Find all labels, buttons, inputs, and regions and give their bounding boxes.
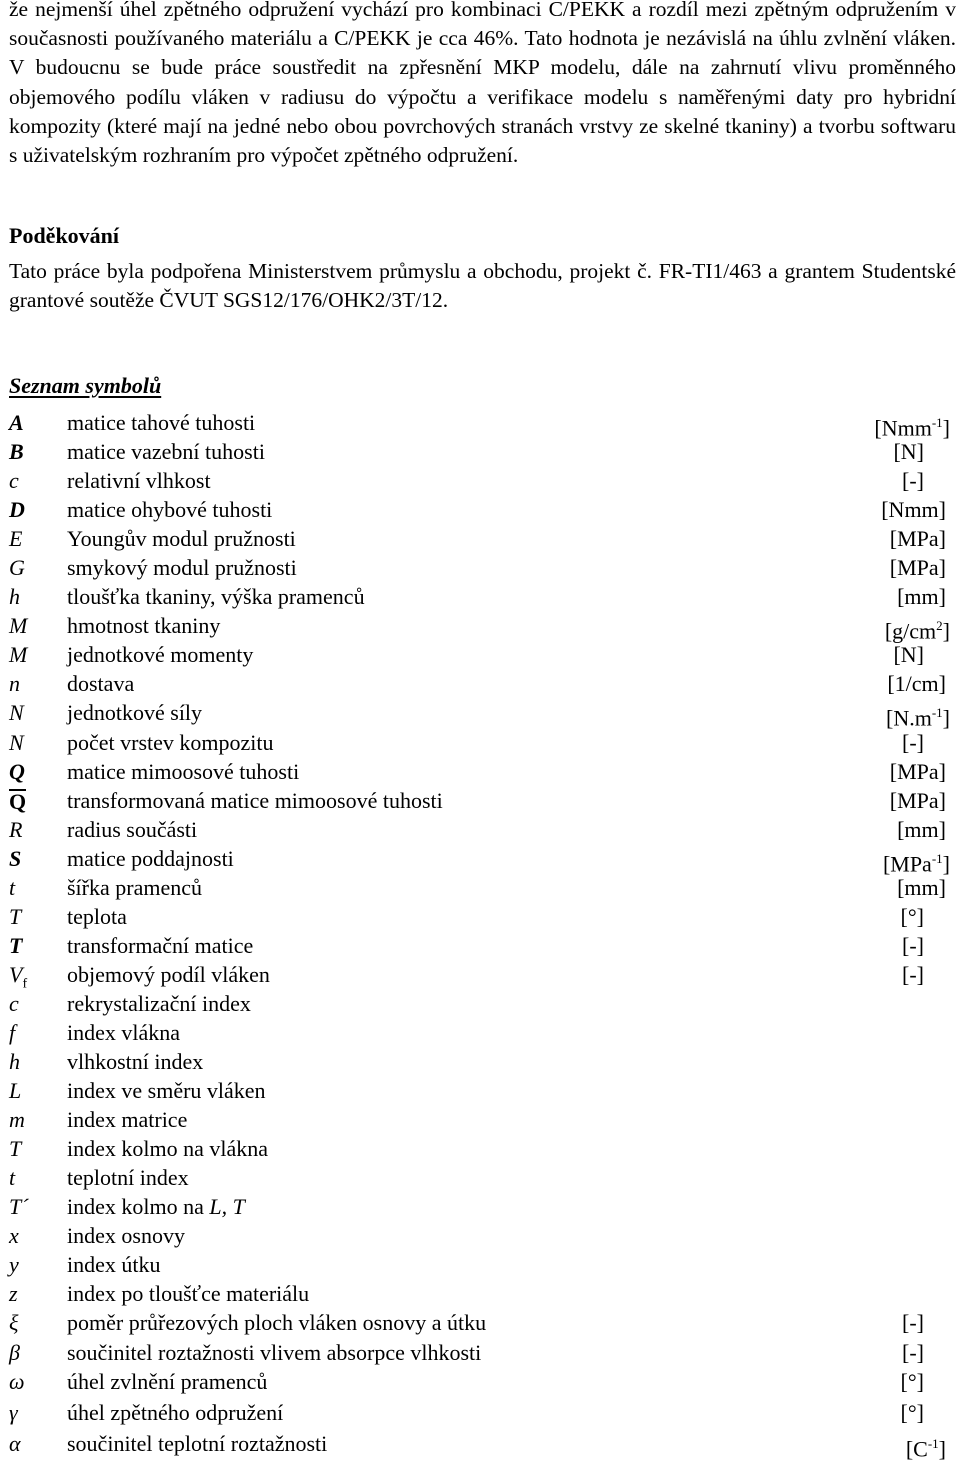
symbols-heading: Seznam symbolů [9,373,162,398]
q-bar-symbol: Q [9,788,27,814]
symbol: R [9,816,23,842]
symbol: n [9,671,20,697]
symbol-description: matice tahové tuhosti [67,410,256,435]
symbol: $V_f$ [9,961,28,992]
symbol: ω [9,1368,25,1394]
symbol-description: matice vazební tuhosti [67,439,265,465]
symbol: h [9,584,20,610]
symbol: γ [9,1399,18,1425]
symbol: D [9,497,25,523]
symbol-description: tloušťka tkaniny, výška pramenců [67,584,365,610]
symbol-description: transformovaná matice mimoosové tuhosti [67,787,443,813]
symbol: z [9,1281,18,1307]
symbol-row [9,1047,956,1076]
symbol: β [9,1339,20,1365]
symbol: t [9,874,16,900]
symbol-row [9,1018,956,1047]
symbol-description: matice ohybové tuhosti [67,497,273,523]
symbol-row [9,553,956,582]
symbol-unit: [-] [902,932,924,958]
symbol-unit: [mm] [897,874,946,900]
symbol-description: index ve směru vláken [67,1078,266,1104]
symbol-description: radius součásti [67,816,198,842]
symbol-row [9,844,956,877]
symbol-description: relativní vlhkost [67,468,211,494]
document-page [9,0,956,1461]
symbol: t [9,1165,16,1191]
symbol-row [9,728,956,757]
symbol-row [9,989,956,1018]
symbol-unit: [Nmm$^{-1}$] [874,415,950,441]
symbol: ξ [9,1310,19,1336]
symbol-description: teplotní index [67,1165,189,1191]
symbol-row [9,408,956,441]
symbol-unit: [°] [900,1399,924,1425]
symbol-row [9,698,956,731]
symbol-description: jednotkové momenty [67,642,254,668]
symbol [9,786,61,816]
conclusion-paragraph: že nejmenší úhel zpětného odpružení vychází pro kombinaci C/PEKK a rozdíl mezi zpětným odpružením v současnosti používaného materiálu a C/PEKK je cca 46%. Tato hodnota je nezávislá na úhlu zvlnění vláken. V budoucnu se bude práce soustředit na zpřesnění MKP modelu, dále na zahrnutí vlivu proměnného objemového podílu vláken v radiusu do výpočtu a verifikace modelu s naměřenými daty pro hybridní kompozity (které mají na jedné nebo obou povrchových stranách vrstvy ze skelné tkaniny) a tvorbu softwaru s uživatelským rozhraním pro výpočet zpětného odpružení. [9,0,956,168]
symbol-row [9,669,956,698]
symbol-description: hmotnost tkaniny [67,613,221,639]
symbol-unit: [N] [893,439,924,465]
symbol-row [9,786,956,815]
symbol-description: index útku [67,1252,161,1278]
symbol-row [9,1338,956,1367]
symbol-description: Youngův modul pružnosti [67,526,296,552]
symbol: c [9,468,19,494]
symbol-row [9,931,956,960]
symbol-unit: $[g/cm^2]$ [884,618,950,644]
symbol-description: smykový modul pružnosti [67,555,297,581]
symbol-description: index kolmo na L, T [67,1194,245,1220]
symbol-description: matice poddajnosti [67,845,234,871]
symbol-description: úhel zpětného odpružení [67,1399,284,1425]
symbol-row [9,495,956,524]
symbol-row [9,902,956,931]
symbol-row [9,1367,956,1398]
acknowledgement-heading: Poděkování [9,223,120,248]
symbol-description: index po tloušťce materiálu [67,1281,310,1307]
symbol-description: vlhkostní index [67,1049,204,1075]
symbol: M [9,613,28,639]
symbol: Q [9,758,25,784]
symbol: y [9,1252,19,1278]
symbol-unit: [°] [900,903,924,929]
symbol-description: matice mimoosové tuhosti [67,758,300,784]
symbol-unit: [-] [902,729,924,755]
symbol-row [9,757,956,786]
symbol-description: rekrystalizační index [67,990,251,1016]
symbol: α [9,1430,21,1456]
symbol: A [9,410,24,435]
symbol-description: index kolmo na vlákna [67,1136,269,1162]
symbol-unit: [Nmm] [881,497,946,523]
symbol-unit: [-] [902,1310,924,1336]
symbol-unit: [MPa] [889,758,946,784]
symbol: N [9,700,24,726]
symbol: T [9,932,23,958]
symbol-description: šířka pramenců [67,874,202,900]
symbol-row [9,1279,956,1308]
symbol: h [9,1049,20,1075]
symbol-description: index osnovy [67,1223,185,1249]
symbol-description: počet vrstev kompozitu [67,729,274,755]
symbol-row [9,524,956,553]
symbol: B [9,439,24,465]
symbol-unit: [-] [902,961,924,987]
symbol-row [9,611,956,644]
symbol-row [9,1134,956,1163]
symbol: T´ [9,1194,29,1220]
symbol: c [9,990,19,1016]
symbol-row [9,437,956,466]
symbol-row [9,1398,956,1429]
symbol-row [9,1221,956,1250]
symbol-row [9,1250,956,1279]
symbol-unit: [mm] [897,584,946,610]
symbol-row [9,1105,956,1134]
symbol: m [9,1107,25,1133]
acknowledgement-paragraph: Tato práce byla podpořena Ministerstvem průmyslu a obchodu, projekt č. FR-TI1/463 a grantem Studentské grantové soutěže ČVUT SGS12/176/OHK2/3T/12. [9,259,956,313]
symbol: x [9,1223,19,1249]
symbol-row [9,815,956,844]
symbol: T [9,1136,22,1162]
symbol: E [9,526,23,552]
symbol-unit: [MPa] [889,526,946,552]
symbol-description: objemový podíl vláken [67,961,270,987]
symbol-row [9,1429,956,1461]
symbol-description: index matrice [67,1107,188,1133]
symbol-list [9,408,956,1461]
symbol-description: součinitel roztažnosti vlivem absorpce vlhkosti [67,1339,482,1365]
symbol: M [9,642,28,668]
symbol-unit: $[N.m^{-1}]$ [886,705,950,731]
symbol-unit: [MPa$^{-1}$] [882,850,950,877]
symbol-row [9,1192,956,1221]
symbol-unit: [1/cm] [887,671,946,697]
symbol: f [9,1019,16,1045]
symbol-row [9,960,956,992]
symbol: T [9,903,22,929]
symbol: L [9,1078,22,1104]
symbol-row [9,582,956,611]
symbol-unit: [-] [902,468,924,494]
symbol-row [9,1163,956,1192]
symbol-description: teplota [67,903,127,929]
symbol-row [9,640,956,669]
symbol-description: poměr průřezových ploch vláken osnovy a útku [67,1310,487,1336]
symbol-description: transformační matice [67,932,254,958]
symbol-description: index vlákna [67,1019,181,1045]
symbol-unit: [MPa] [889,787,946,813]
symbol-row [9,466,956,495]
symbol: N [9,729,24,755]
symbol-unit: [N] [893,642,924,668]
symbol-description: jednotkové síly [67,700,203,726]
symbol-description: součinitel teplotní roztažnosti [67,1430,328,1456]
symbol-unit: [mm] [897,816,946,842]
symbol-row [9,1308,956,1337]
symbol-unit: [MPa] [889,555,946,581]
symbol-unit: [°] [900,1368,924,1394]
symbol-description: úhel zvlnění pramenců [67,1368,268,1394]
symbol-unit: $[C^{-1}]$ [905,1435,946,1461]
symbol-row [9,1076,956,1105]
symbol: G [9,555,25,581]
symbol-unit: [-] [902,1339,924,1365]
symbol: S [9,845,22,871]
symbol-description: dostava [67,671,135,697]
symbol-row [9,873,956,902]
